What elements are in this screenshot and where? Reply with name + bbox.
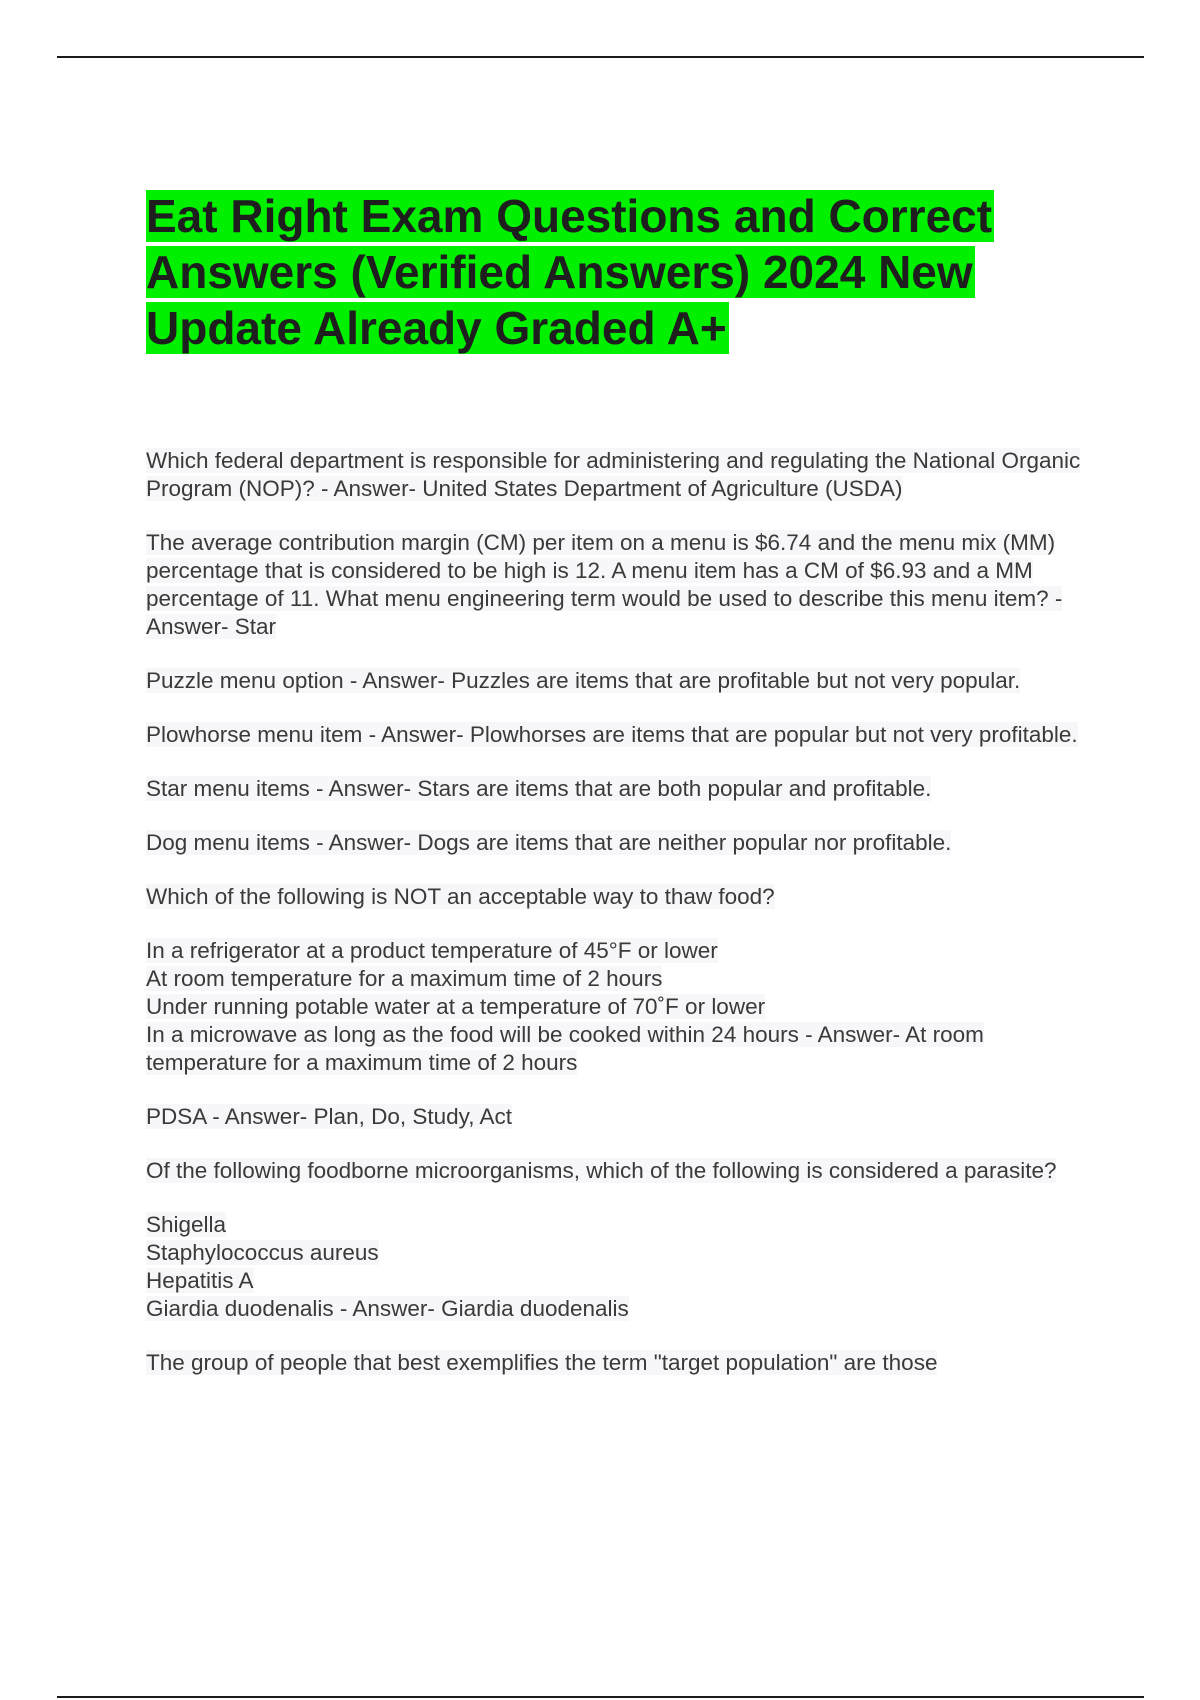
question-7 [146,883,1096,911]
question-9-options [146,1211,1096,1323]
question-4-text: Plowhorse menu item - Answer- Plowhorses are items that are popular but not very profitable. [146,722,1078,747]
question-3 [146,667,1096,695]
option-line [146,965,1096,993]
document-title-text: Eat Right Exam Questions and Correct Answers (Verified Answers) 2024 New Update Already Graded A+ [146,190,993,354]
question-10-text: The group of people that best exemplifies the term "target population" are those [146,1350,938,1375]
question-9 [146,1157,1096,1185]
question-2 [146,529,1096,641]
question-7-option-d: In a microwave as long as the food will be cooked within 24 hours - Answer- At room temperature for a maximum time of 2 hours [146,1022,984,1075]
question-7-option-c: Under running potable water at a temperature of 70˚F or lower [146,994,766,1019]
option-line [146,1267,1096,1295]
document-body [146,447,1096,1403]
question-7-option-b: At room temperature for a maximum time of 2 hours [146,966,663,991]
option-line [146,993,1096,1021]
question-9-option-a: Shigella [146,1212,227,1237]
question-7-options [146,937,1096,1077]
question-8 [146,1103,1096,1131]
question-6 [146,829,1096,857]
bottom-rule [57,1696,1144,1698]
question-3-text: Puzzle menu option - Answer- Puzzles are items that are profitable but not very popular. [146,668,1021,693]
question-6-text: Dog menu items - Answer- Dogs are items that are neither popular nor profitable. [146,830,952,855]
option-line [146,1021,1096,1077]
option-line [146,1211,1096,1239]
question-9-option-b: Staphylococcus aureus [146,1240,379,1265]
question-4 [146,721,1096,749]
question-7-option-a: In a refrigerator at a product temperature of 45°F or lower [146,938,718,963]
question-5 [146,775,1096,803]
option-line [146,1239,1096,1267]
question-7-text: Which of the following is NOT an acceptable way to thaw food? [146,884,775,909]
question-2-text: The average contribution margin (CM) per item on a menu is $6.74 and the menu mix (MM) percentage that is considered to be high is 12. A menu item has a CM of $6.93 and a MM percentage of 11. What menu engineering term would be used to describe this menu item? - Answer- Star [146,530,1063,639]
document-title [146,188,1106,356]
question-8-text: PDSA - Answer- Plan, Do, Study, Act [146,1104,512,1129]
question-1-text: Which federal department is responsible for administering and regulating the National Organic Program (NOP)? - Answer- United States Department of Agriculture (USDA) [146,448,1081,501]
question-9-option-d: Giardia duodenalis - Answer- Giardia duodenalis [146,1296,629,1321]
question-10 [146,1349,1096,1377]
question-9-option-c: Hepatitis A [146,1268,254,1293]
question-1 [146,447,1096,503]
question-9-text: Of the following foodborne microorganisms, which of the following is considered a parasite? [146,1158,1057,1183]
top-rule [57,56,1144,58]
option-line [146,1295,1096,1323]
option-line [146,937,1096,965]
question-5-text: Star menu items - Answer- Stars are items that are both popular and profitable. [146,776,932,801]
